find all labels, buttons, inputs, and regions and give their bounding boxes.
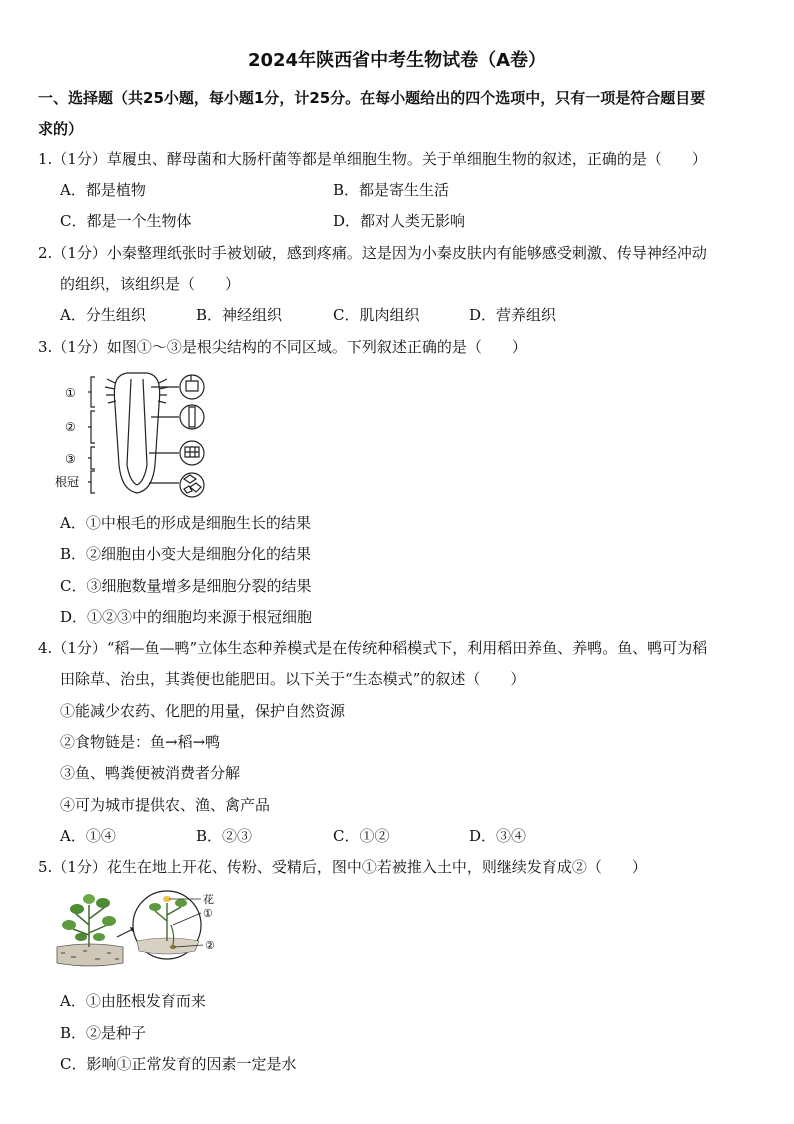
fig-label-2: ② — [205, 939, 215, 952]
section-heading-line-2: 求的） — [38, 120, 84, 138]
q4-option-a: A．①④ — [60, 827, 116, 845]
q1-option-c: C．都是一个生物体 — [60, 212, 192, 230]
fig-label-root-cap: 根冠 — [55, 475, 80, 489]
q4-stem-line-1: 4.（1分）“稻—鱼—鸭”立体生态种养模式是在传统种稻模式下，利用稻田养鱼、养鸭。鱼、鸭可为稻 — [38, 639, 708, 657]
q2-stem-line-2: 的组织，该组织是（ ） — [60, 275, 241, 293]
q1-stem: 1.（1分）草履虫、酵母菌和大肠杆菌等都是单细胞生物。关于单细胞生物的叙述，正确的是（ ） — [38, 150, 707, 168]
section-heading-line-1: 一、选择题（共25小题，每小题1分，计25分。在每小题给出的四个选项中，只有一项是符合题目要 — [38, 89, 706, 107]
q4-statement-1: ①能减少农药、化肥的用量，保护自然资源 — [60, 702, 346, 720]
q2-option-b: B．神经组织 — [196, 306, 283, 324]
peanut-plant-drawing — [57, 891, 203, 966]
q3-option-a: A．①中根毛的形成是细胞生长的结果 — [60, 514, 311, 532]
q1-option-b: B．都是寄生生活 — [333, 181, 450, 199]
q3-option-c: C．③细胞数量增多是细胞分裂的结果 — [60, 577, 312, 595]
q5-stem: 5.（1分）花生在地上开花、传粉、受精后，图中①若被推入土中，则继续发育成②（ ） — [38, 858, 647, 876]
q2-stem-line-1: 2.（1分）小秦整理纸张时手被划破，感到疼痛。这是因为小秦皮肤内有能够感受刺激、传导神经冲动 — [38, 244, 707, 262]
q4-statement-2: ②食物链是：鱼→稻→鸭 — [60, 733, 221, 751]
q3-option-b: B．②细胞由小变大是细胞分化的结果 — [60, 545, 312, 563]
root-tip-figure — [55, 365, 220, 500]
q1-option-a: A．都是植物 — [60, 181, 146, 199]
q4-stem-line-2: 田除草、治虫，其粪便也能肥田。以下关于“生态模式”的叙述（ ） — [60, 670, 526, 688]
q2-option-d: D．营养组织 — [469, 306, 557, 324]
q4-statement-4: ④可为城市提供农、渔、禽产品 — [60, 796, 271, 814]
q2-option-c: C．肌肉组织 — [333, 306, 420, 324]
fig-label-1: ① — [65, 386, 76, 400]
q5-option-c: C．影响①正常发育的因素一定是水 — [60, 1055, 297, 1073]
q4-option-c: C．①② — [333, 827, 390, 845]
fig-label-1: ① — [203, 907, 213, 920]
q5-option-b: B．②是种子 — [60, 1024, 147, 1042]
q4-statement-3: ③鱼、鸭粪便被消费者分解 — [60, 764, 241, 782]
fig-label-flower: 花 — [203, 893, 214, 906]
fig-label-2: ② — [65, 420, 76, 434]
q3-stem: 3.（1分）如图①～③是根尖结构的不同区域。下列叙述正确的是（ ） — [38, 338, 527, 356]
peanut-plant-figure — [55, 885, 225, 975]
q4-option-d: D．③④ — [469, 827, 527, 845]
root-tip-drawing — [88, 373, 204, 497]
fig-label-3: ③ — [65, 452, 76, 466]
q3-option-d: D．①②③中的细胞均来源于根冠细胞 — [60, 608, 313, 626]
page-title: 2024年陕西省中考生物试卷（A卷） — [247, 50, 547, 71]
q5-option-a: A．①由胚根发育而来 — [60, 992, 206, 1010]
q1-option-d: D．都对人类无影响 — [333, 212, 466, 230]
q4-option-b: B．②③ — [196, 827, 253, 845]
q2-option-a: A．分生组织 — [60, 306, 146, 324]
